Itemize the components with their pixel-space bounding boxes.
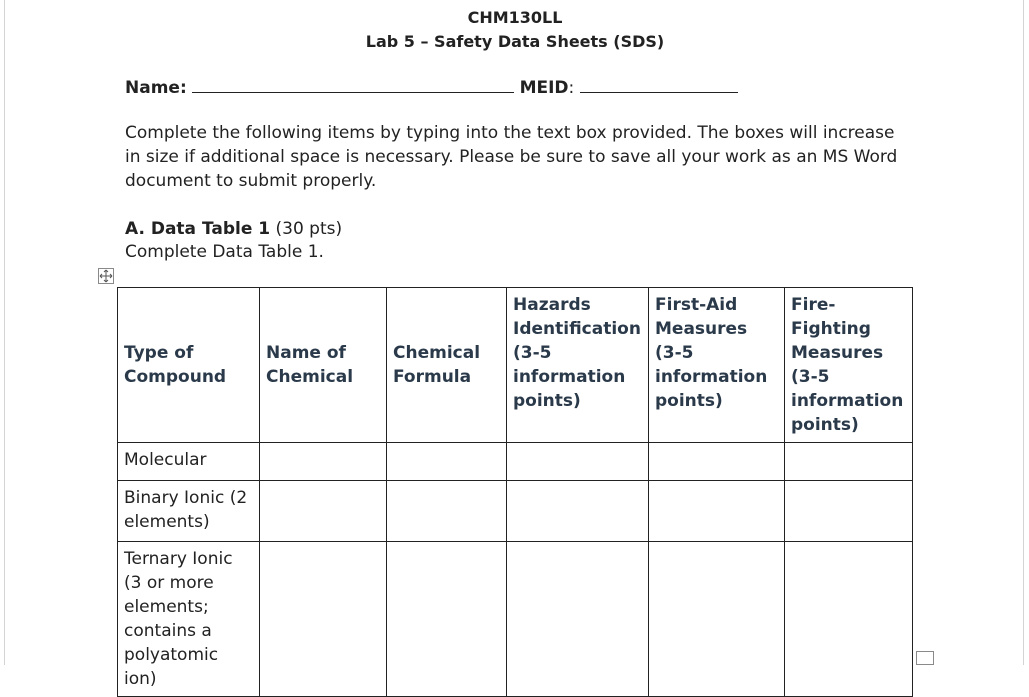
document-page <box>4 0 1024 689</box>
section-subtitle: Complete Data Table 1. <box>125 242 324 262</box>
header-first-aid-measures: First-Aid Measures (3-5 information points) <box>649 288 785 443</box>
cell-first-aid[interactable] <box>649 542 785 697</box>
table-row <box>118 542 913 697</box>
table-row <box>118 443 913 481</box>
cell-name[interactable] <box>260 542 387 697</box>
header-fire-fighting-measures: Fire-Fighting Measures (3-5 information points) <box>785 288 913 443</box>
title-block <box>5 6 1025 54</box>
section-heading-bold: A. Data Table 1 <box>125 219 271 239</box>
instructions-paragraph: Complete the following items by typing into the text box provided. The boxes will increase in size if additional space is necessary. Please be sure to save all your work as an MS Word document to submit properly. <box>125 123 898 191</box>
meid-field[interactable] <box>580 74 738 93</box>
cell-fire-fighting[interactable] <box>785 443 913 481</box>
name-field[interactable] <box>192 74 514 93</box>
header-chemical-formula: Chemical Formula <box>387 288 507 443</box>
meid-label: MEID <box>519 78 569 98</box>
cell-formula[interactable] <box>387 443 507 481</box>
header-hazards-identification: Hazards Identification (3-5 information points) <box>507 288 649 443</box>
cell-name[interactable] <box>260 443 387 481</box>
cell-fire-fighting[interactable] <box>785 481 913 542</box>
table-row <box>118 481 913 542</box>
header-type-of-compound: Type of Compound <box>118 288 260 443</box>
section-heading <box>125 217 342 241</box>
table-resize-icon[interactable] <box>916 651 934 665</box>
table-move-icon[interactable] <box>98 268 114 284</box>
course-code: CHM130LL <box>467 8 563 27</box>
cell-first-aid[interactable] <box>649 481 785 542</box>
header-name-of-chemical: Name of Chemical <box>260 288 387 443</box>
cell-name[interactable] <box>260 481 387 542</box>
name-label: Name: <box>125 78 187 98</box>
cell-formula[interactable] <box>387 542 507 697</box>
section-points: (30 pts) <box>275 219 343 239</box>
cell-hazards[interactable] <box>507 481 649 542</box>
cell-fire-fighting[interactable] <box>785 542 913 697</box>
cell-formula[interactable] <box>387 481 507 542</box>
lab-title: Lab 5 – Safety Data Sheets (SDS) <box>365 32 665 51</box>
table-header-row <box>118 288 913 443</box>
row-type-binary-ionic: Binary Ionic (2 elements) <box>118 481 260 542</box>
name-meid-row <box>125 74 738 100</box>
cell-first-aid[interactable] <box>649 443 785 481</box>
row-type-molecular: Molecular <box>118 443 260 481</box>
cell-hazards[interactable] <box>507 542 649 697</box>
meid-colon: : <box>568 78 575 98</box>
row-type-ternary-ionic: Ternary Ionic (3 or more elements; contains a polyatomic ion) <box>118 542 260 697</box>
data-table-1 <box>117 287 913 697</box>
cell-hazards[interactable] <box>507 443 649 481</box>
